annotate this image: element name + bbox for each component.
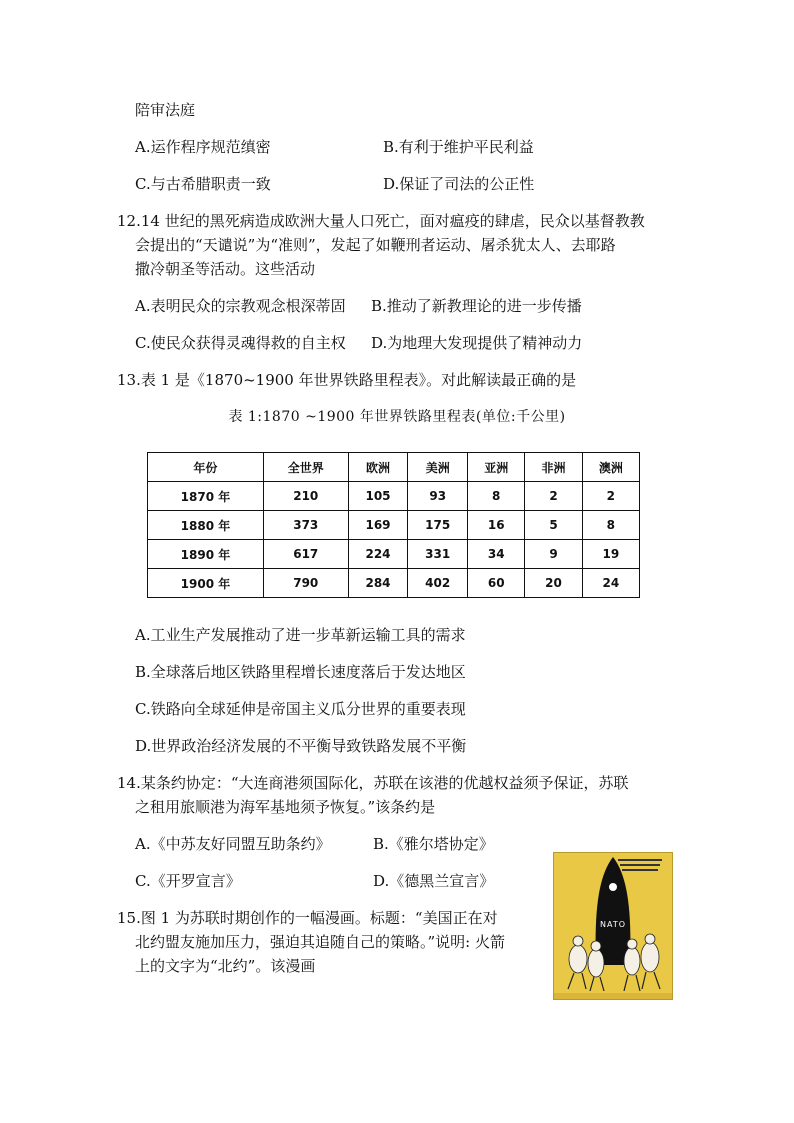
table-header-cell: 全世界 bbox=[263, 453, 348, 482]
railway-mileage-table bbox=[147, 452, 640, 598]
q12-stem-line-1: 12.14 世纪的黑死病造成欧洲大量人口死亡，面对瘟疫的肆虐，民众以基督教教 bbox=[117, 212, 645, 230]
table-cell: 1900 年 bbox=[148, 569, 264, 598]
q14-stem-line-2: 之租用旅顺港为海军基地须予恢复。”该条约是 bbox=[135, 798, 436, 816]
soviet-cartoon-image bbox=[553, 852, 673, 1000]
q12-stem-line-3: 撒冷朝圣等活动。这些活动 bbox=[135, 260, 316, 278]
table-cell: 617 bbox=[263, 540, 348, 569]
rocket-label: NATO bbox=[599, 920, 627, 929]
q14-option-c[interactable]: C.《开罗宣言》 bbox=[135, 872, 241, 890]
table-cell: 1890 年 bbox=[148, 540, 264, 569]
table-header-cell: 澳洲 bbox=[582, 453, 639, 482]
table-cell: 24 bbox=[582, 569, 639, 598]
table-cell: 2 bbox=[582, 482, 639, 511]
q11-option-d[interactable]: D.保证了司法的公正性 bbox=[383, 175, 535, 193]
q13-option-c[interactable]: C.铁路向全球延伸是帝国主义瓜分世界的重要表现 bbox=[135, 700, 466, 718]
q14-option-b[interactable]: B.《雅尔塔协定》 bbox=[373, 835, 494, 853]
table-header-row bbox=[148, 453, 640, 482]
q11-option-a[interactable]: A.运作程序规范缜密 bbox=[135, 138, 271, 156]
q12-stem-line-2: 会提出的“天谴说”为“准则”，发起了如鞭刑者运动、屠杀犹太人、去耶路 bbox=[135, 236, 616, 254]
q11-option-c[interactable]: C.与古希腊职责一致 bbox=[135, 175, 271, 193]
table-cell: 60 bbox=[468, 569, 525, 598]
table-cell: 790 bbox=[263, 569, 348, 598]
table-cell: 8 bbox=[582, 511, 639, 540]
q12-option-d[interactable]: D.为地理大发现提供了精神动力 bbox=[371, 334, 583, 352]
table-cell: 284 bbox=[348, 569, 408, 598]
q12-option-a[interactable]: A.表明民众的宗教观念根深蒂固 bbox=[135, 297, 346, 315]
q11-option-b[interactable]: B.有利于维护平民利益 bbox=[383, 138, 534, 156]
cartoon-illustration bbox=[554, 853, 672, 999]
table-cell: 175 bbox=[408, 511, 468, 540]
table-row bbox=[148, 511, 640, 540]
table-cell: 93 bbox=[408, 482, 468, 511]
table-cell: 1870 年 bbox=[148, 482, 264, 511]
q13-stem: 13.表 1 是《1870~1900 年世界铁路里程表》。对此解读最正确的是 bbox=[117, 371, 577, 389]
q11-stem-tail: 陪审法庭 bbox=[135, 101, 196, 119]
q13-option-d[interactable]: D.世界政治经济发展的不平衡导致铁路发展不平衡 bbox=[135, 737, 467, 755]
table-header-cell: 非洲 bbox=[525, 453, 582, 482]
table-row bbox=[148, 482, 640, 511]
table-cell: 20 bbox=[525, 569, 582, 598]
table-cell: 105 bbox=[348, 482, 408, 511]
table-cell: 169 bbox=[348, 511, 408, 540]
table-row bbox=[148, 540, 640, 569]
table-cell: 1880 年 bbox=[148, 511, 264, 540]
table-cell: 19 bbox=[582, 540, 639, 569]
q13-option-b[interactable]: B.全球落后地区铁路里程增长速度落后于发达地区 bbox=[135, 663, 466, 681]
table-cell: 373 bbox=[263, 511, 348, 540]
q15-stem-line-1: 15.图 1 为苏联时期创作的一幅漫画。标题：“美国正在对 bbox=[117, 909, 498, 927]
table-cell: 5 bbox=[525, 511, 582, 540]
q15-stem-line-2: 北约盟友施加压力，强迫其追随自己的策略。”说明: 火箭 bbox=[135, 933, 505, 951]
table-cell: 8 bbox=[468, 482, 525, 511]
table-cell: 402 bbox=[408, 569, 468, 598]
table-header-cell: 欧洲 bbox=[348, 453, 408, 482]
table-cell: 224 bbox=[348, 540, 408, 569]
q12-option-b[interactable]: B.推动了新教理论的进一步传播 bbox=[371, 297, 582, 315]
table-header-cell: 亚洲 bbox=[468, 453, 525, 482]
table-cell: 9 bbox=[525, 540, 582, 569]
table-cell: 331 bbox=[408, 540, 468, 569]
table-header-cell: 年份 bbox=[148, 453, 264, 482]
table-header-cell: 美洲 bbox=[408, 453, 468, 482]
q13-option-a[interactable]: A.工业生产发展推动了进一步革新运输工具的需求 bbox=[135, 626, 466, 644]
q14-option-d[interactable]: D.《德黑兰宣言》 bbox=[373, 872, 495, 890]
table-row bbox=[148, 569, 640, 598]
table-cell: 210 bbox=[263, 482, 348, 511]
table-cell: 34 bbox=[468, 540, 525, 569]
q14-stem-line-1: 14.某条约协定：“大连商港须国际化，苏联在该港的优越权益须予保证，苏联 bbox=[117, 774, 629, 792]
q12-option-c[interactable]: C.使民众获得灵魂得救的自主权 bbox=[135, 334, 346, 352]
q15-stem-line-3: 上的文字为“北约”。该漫画 bbox=[135, 957, 316, 975]
table-cell: 2 bbox=[525, 482, 582, 511]
q14-option-a[interactable]: A.《中苏友好同盟互助条约》 bbox=[135, 835, 331, 853]
table-cell: 16 bbox=[468, 511, 525, 540]
table-caption: 表 1:1870 ~1900 年世界铁路里程表(单位:千公里) bbox=[228, 409, 566, 425]
